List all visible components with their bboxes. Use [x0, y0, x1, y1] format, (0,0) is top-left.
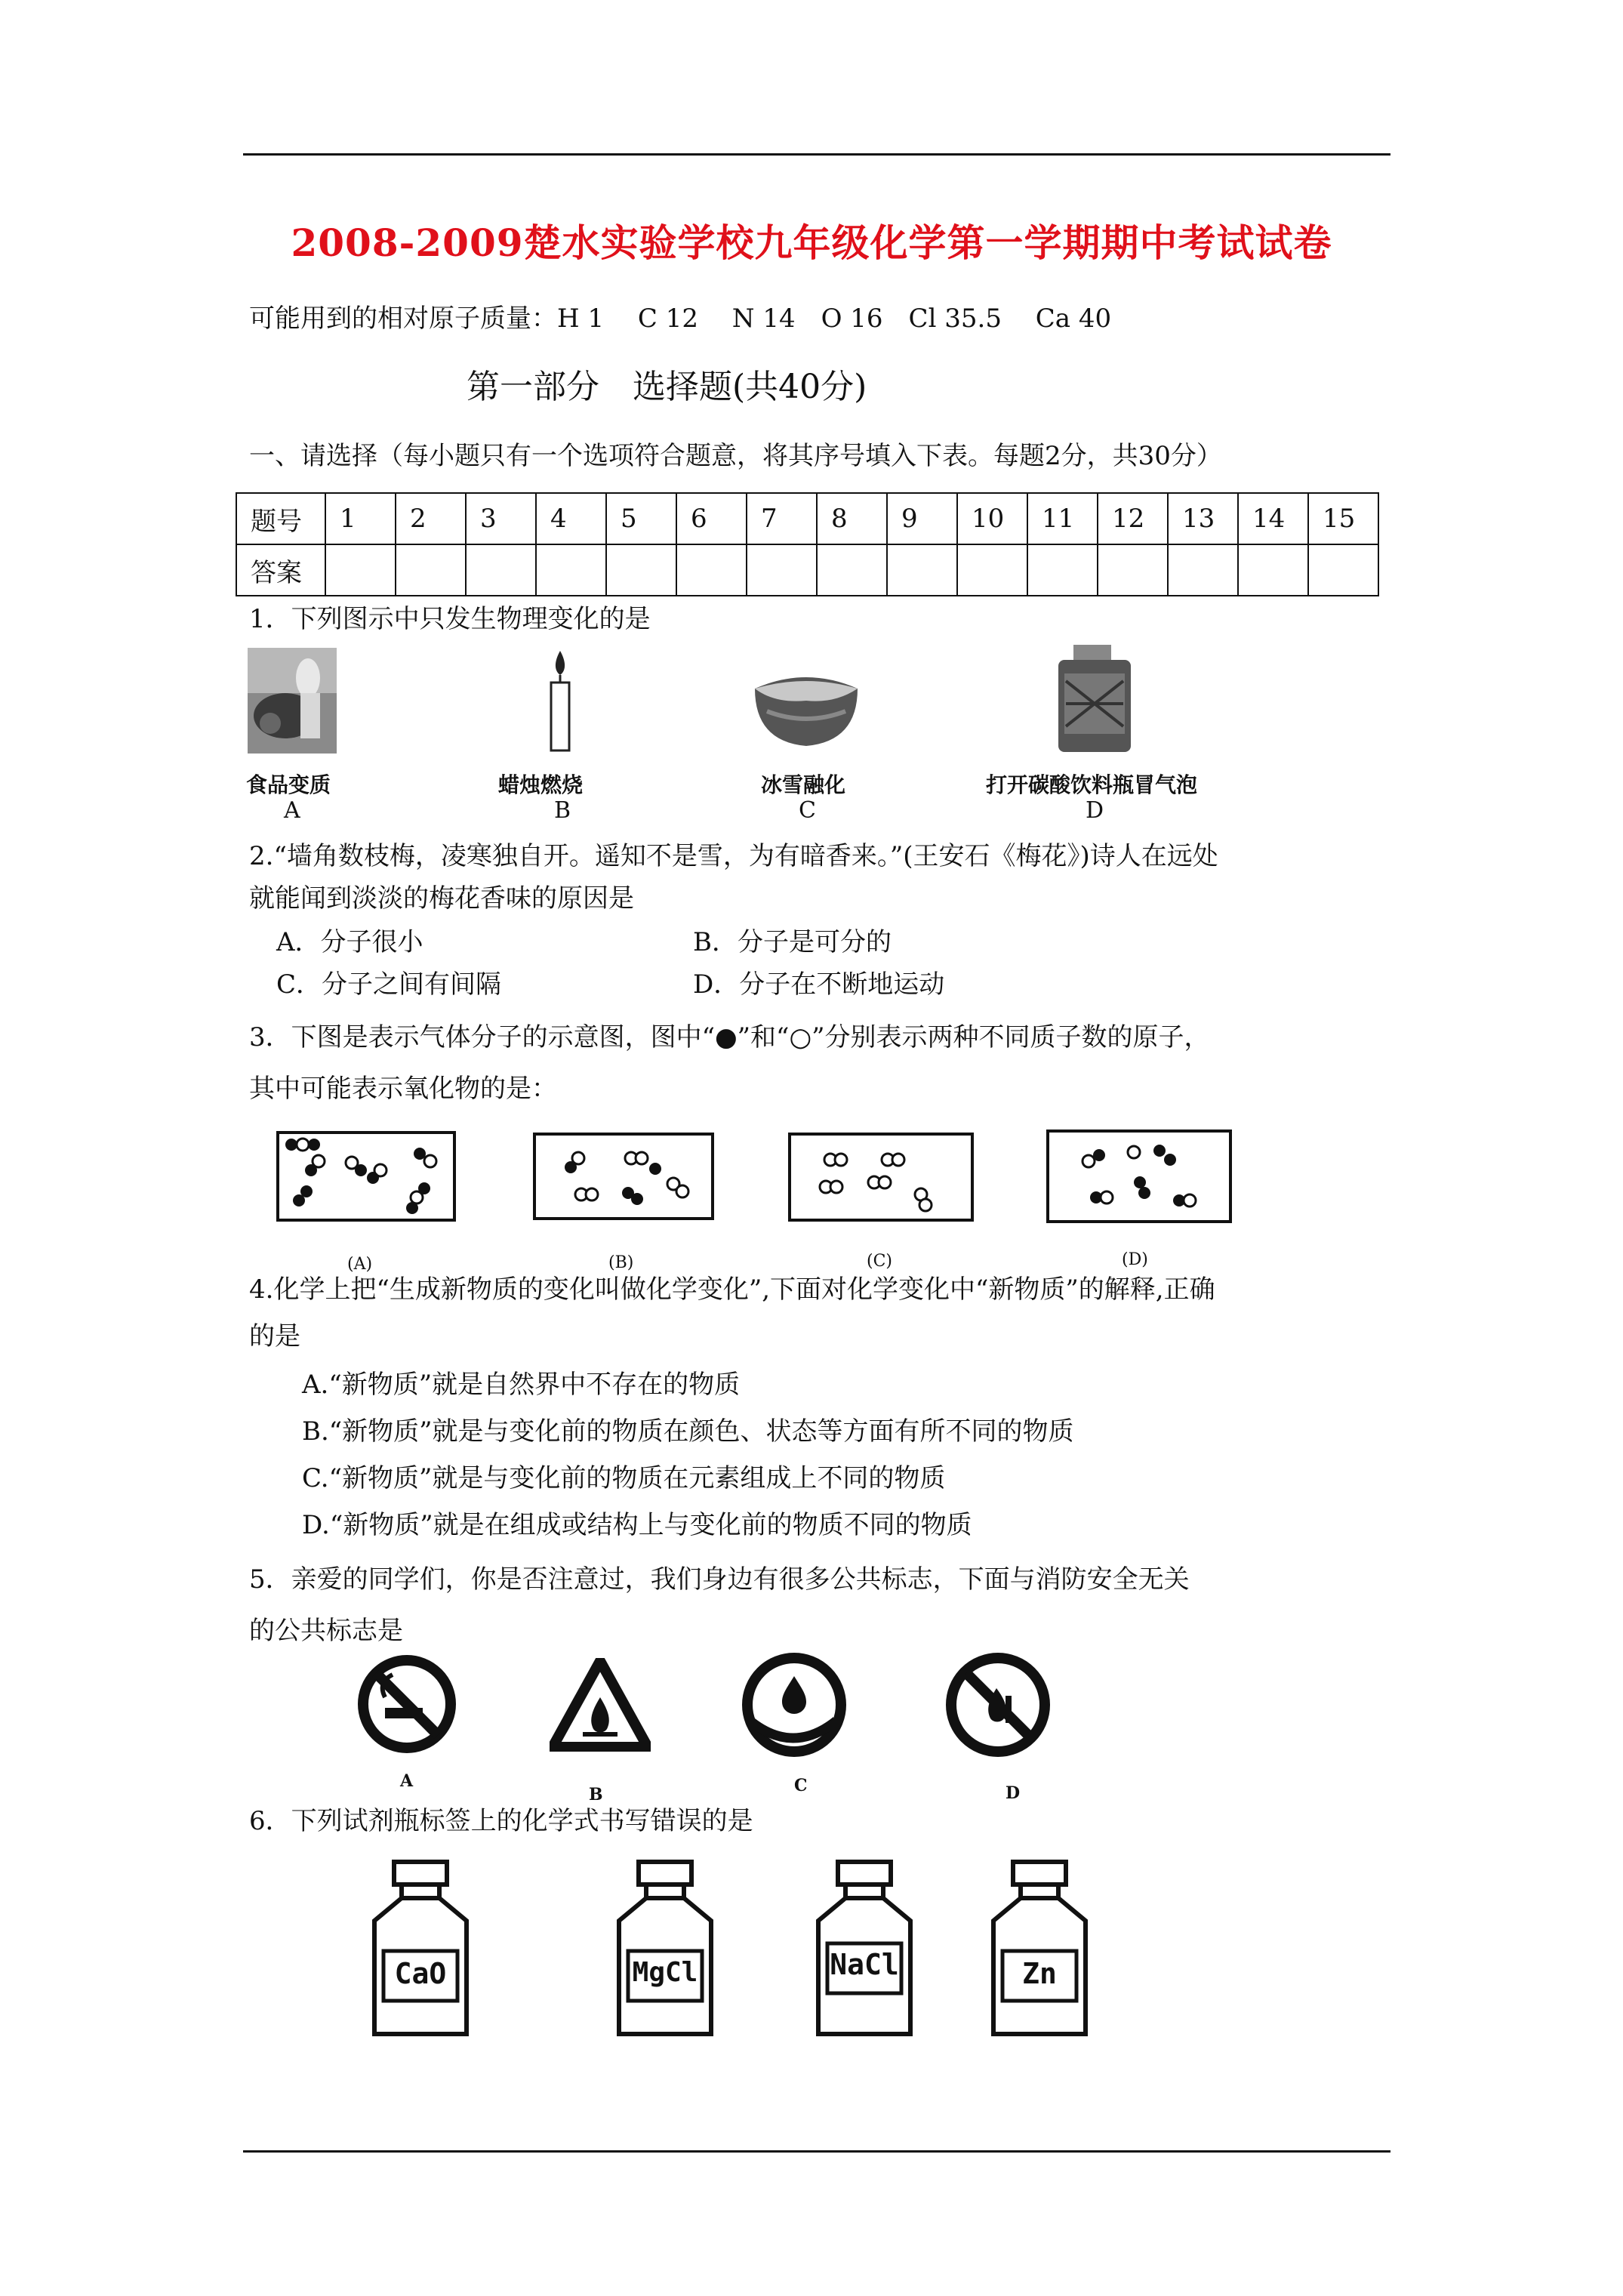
bottle-icon [611, 1859, 719, 2040]
q1-option-c[interactable]: C [799, 797, 816, 824]
reagent-bottle-a[interactable] [367, 1859, 474, 2040]
q5-stem-line2: 的公共标志是 [249, 1616, 403, 1646]
question-number: 1 [325, 493, 396, 544]
q4-option-a[interactable]: A.“新物质”就是自然界中不存在的物质 [302, 1370, 741, 1400]
top-rule [243, 153, 1390, 156]
answer-cell[interactable] [1168, 544, 1238, 596]
q3-stem-line1: 3．下图是表示气体分子的示意图，图中“●”和“○”分别表示两种不同质子数的原子， [249, 1022, 1210, 1052]
q1-stem: 1．下列图示中只发生物理变化的是 [249, 604, 651, 634]
q4-stem-line1: 4.化学上把“生成新物质的变化叫做化学变化”,下面对化学变化中“新物质”的解释,正确 [249, 1274, 1215, 1305]
answer-cell[interactable] [1238, 544, 1308, 596]
answer-table [236, 492, 1379, 596]
answer-cell[interactable] [1308, 544, 1378, 596]
q3-label-d: (D) [1122, 1250, 1148, 1269]
answer-cell[interactable] [1027, 544, 1098, 596]
molecule-diagram-b[interactable] [533, 1133, 714, 1220]
table-row [236, 544, 1378, 596]
q4-stem-line2: 的是 [249, 1321, 300, 1351]
q3-label-a: (A) [347, 1255, 373, 1274]
question-number: 15 [1308, 493, 1378, 544]
question-number: 3 [466, 493, 536, 544]
answer-cell[interactable] [396, 544, 466, 596]
q3-label-b: (B) [608, 1253, 634, 1272]
part-heading: 第一部分 选择题(共40分) [467, 368, 867, 406]
answer-cell[interactable] [1098, 544, 1168, 596]
food-spoilage-photo [248, 648, 337, 754]
atomic-masses: 可能用到的相对原子质量：H 1 C 12 N 14 O 16 Cl 35.5 Ca 40 [249, 304, 1112, 334]
q1-option-b[interactable]: B [554, 797, 571, 824]
q4-option-b[interactable]: B.“新物质”就是与变化前的物质在颜色、状态等方面有所不同的物质 [302, 1416, 1074, 1447]
q2-stem-line1: 2.“墙角数枝梅，凌寒独自开。遥知不是雪，为有暗香来。”(王安石《梅花》)诗人在远处 [249, 841, 1218, 871]
bottle-label: Zn [1022, 1957, 1057, 1990]
soda-bottle-photo [1051, 643, 1138, 755]
answer-cell[interactable] [676, 544, 747, 596]
answer-cell[interactable] [466, 544, 536, 596]
q1-caption-c: 冰雪融化 [761, 772, 846, 797]
q5-option-b[interactable]: B [589, 1785, 603, 1804]
q5-stem-line1: 5．亲爱的同学们，你是否注意过，我们身边有很多公共标志，下面与消防安全无关 [249, 1564, 1190, 1595]
bottle-label: MgCl [632, 1957, 698, 1988]
question-number: 6 [676, 493, 747, 544]
row-label: 题号 [236, 493, 325, 544]
molecule-diagram-d[interactable] [1046, 1130, 1232, 1223]
flammable-warning-sign-icon[interactable] [550, 1658, 651, 1752]
answer-cell[interactable] [325, 544, 396, 596]
answer-cell[interactable] [606, 544, 676, 596]
q5-option-d[interactable]: D [1006, 1783, 1021, 1803]
answer-cell[interactable] [817, 544, 887, 596]
question-number: 5 [606, 493, 676, 544]
row-label: 答案 [236, 544, 325, 596]
no-smoking-sign-icon[interactable] [355, 1652, 459, 1756]
question-number: 13 [1168, 493, 1238, 544]
candle-icon [545, 649, 575, 754]
q1-caption-a: 食品变质 [246, 772, 331, 797]
question-number: 4 [536, 493, 606, 544]
q1-option-d[interactable]: D [1086, 797, 1104, 824]
page-title: 2008-2009楚水实验学校九年级化学第一学期期中考试试卷 [291, 220, 1332, 265]
answer-cell[interactable] [747, 544, 817, 596]
q4-option-d[interactable]: D.“新物质”就是在组成或结构上与变化前的物质不同的物质 [302, 1510, 972, 1540]
molecule-diagram-c[interactable] [788, 1133, 974, 1222]
question-number: 14 [1238, 493, 1308, 544]
q2-option-b[interactable]: B．分子是可分的 [693, 927, 892, 957]
answer-cell[interactable] [536, 544, 606, 596]
bottle-icon [986, 1859, 1093, 2040]
answer-cell[interactable] [887, 544, 957, 596]
section-instruction: 一、请选择（每小题只有一个选项符合题意，将其序号填入下表。每题2分，共30分） [249, 441, 1222, 471]
question-number: 10 [957, 493, 1027, 544]
q3-label-c: (C) [867, 1252, 892, 1271]
table-row [236, 493, 1378, 544]
water-saving-sign-icon[interactable] [740, 1650, 848, 1759]
question-number: 8 [817, 493, 887, 544]
bottom-rule [243, 2150, 1390, 2153]
no-fire-sign-icon[interactable] [944, 1650, 1052, 1759]
bottle-label: NaCl [830, 1948, 899, 1981]
reagent-bottle-b[interactable] [611, 1859, 719, 2040]
question-number: 2 [396, 493, 466, 544]
bottle-icon [367, 1859, 474, 2040]
question-number: 7 [747, 493, 817, 544]
q1-option-a[interactable]: A [284, 797, 300, 824]
q2-option-a[interactable]: A．分子很小 [276, 927, 423, 957]
question-number: 11 [1027, 493, 1098, 544]
question-number: 9 [887, 493, 957, 544]
answer-cell[interactable] [957, 544, 1027, 596]
molecule-diagram-a[interactable] [276, 1131, 456, 1222]
q5-option-c[interactable]: C [794, 1776, 808, 1795]
q6-stem: 6．下列试剂瓶标签上的化学式书写错误的是 [249, 1806, 753, 1836]
bottle-label: CaO [394, 1957, 447, 1990]
q2-option-d[interactable]: D．分子在不断地运动 [693, 969, 945, 1000]
q2-stem-line2: 就能闻到淡淡的梅花香味的原因是 [249, 883, 634, 914]
q5-option-a[interactable]: A [400, 1771, 414, 1791]
q1-caption-b: 蜡烛燃烧 [498, 772, 584, 797]
question-number: 12 [1098, 493, 1168, 544]
melting-ice-photo [752, 658, 861, 749]
reagent-bottle-c[interactable] [811, 1859, 918, 2040]
q2-option-c[interactable]: C．分子之间有间隔 [276, 969, 502, 1000]
q3-stem-line2: 其中可能表示氧化物的是： [249, 1074, 557, 1104]
reagent-bottle-d[interactable] [986, 1859, 1093, 2040]
q1-caption-d: 打开碳酸饮料瓶冒气泡 [986, 772, 1198, 797]
q4-option-c[interactable]: C.“新物质”就是与变化前的物质在元素组成上不同的物质 [302, 1463, 946, 1493]
